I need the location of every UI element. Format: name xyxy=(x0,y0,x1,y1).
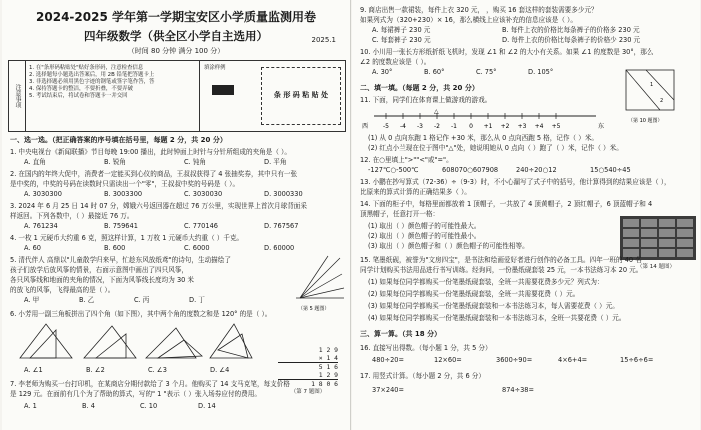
numline-label: -2 xyxy=(434,123,440,130)
question-17: 17. 用竖式计算。（每小题 2 分，共 6 分） xyxy=(360,372,485,380)
question-17-items xyxy=(372,386,602,394)
option: C. 770146 xyxy=(184,222,218,230)
question-3-options xyxy=(24,222,344,230)
compare-item: 240÷20○12 xyxy=(516,166,557,174)
question-3-line-2: 样返回。下列各数中，（ ）最接近 76 万。 xyxy=(10,212,134,220)
question-15-part-4: (4) 如果每位同学都购买一份笔墨纸砚套装和一本书法练习本，全班一共要花费（ ）元。 xyxy=(368,314,626,322)
question-10-line-2: ∠2 的度数应该是（ ）。 xyxy=(360,58,431,66)
question-3-line-1: 3. 2024 年 6 月 25 日 14 时 07 分，嫦娥六号返回器在超过 76 万公里，实现世界上首次月球背面采 xyxy=(10,202,307,210)
option: A. 直角 xyxy=(24,158,46,166)
question-5-options xyxy=(24,296,244,304)
option: A. 761234 xyxy=(24,222,58,230)
triangle-marker: △ xyxy=(434,108,439,115)
question-1: 1. 中央电视台《新闻联播》节目每晚 19:00 播出，此时钟面上时针与分针所组成的夹角是（ ）。 xyxy=(10,148,291,156)
notice-item: 2. 选择题每小题选出答案后，用 2B 铅笔把答题卡上 xyxy=(29,72,155,78)
question-11: 11. 下面，同学们在体育课上做游戏的游戏。 xyxy=(360,96,492,104)
numline-label: +2 xyxy=(500,123,510,130)
question-5-line-4: 的放飞的风筝，飞得最高的是（ ）。 xyxy=(10,286,115,294)
numline-label: +3 xyxy=(517,123,527,130)
question-15-part-1: (1) 如果每位同学都购买一份笔墨纸砚套装，全班一共需要花费多少元？列式为： xyxy=(368,278,604,286)
question-10-options xyxy=(372,68,580,76)
question-15-part-2: (2) 如果每位同学都购买一份笔墨纸砚套装，全班一共需要花费（ ）元。 xyxy=(368,290,580,298)
question-14-line-1: 14. 下面的柜子中，每格里面都放着 1 顶帽子，一共放了 4 顶黄帽子，2 顶红帽子，6 顶蓝帽子和 4 xyxy=(360,200,653,208)
option: B. 60° xyxy=(424,68,445,76)
question-9-option-a: A. 每裙裤子 230 元 xyxy=(372,26,431,34)
question-9-option-d: D. 每件上衣的价格比每条裤子的价格少 230 元 xyxy=(502,36,641,44)
option: D. 3000330 xyxy=(264,190,303,198)
option: A. ∠1 xyxy=(24,366,43,374)
option: C. 75° xyxy=(476,68,497,76)
numline-label: +5 xyxy=(551,123,561,130)
barcode-area xyxy=(261,67,341,125)
option: B. 759641 xyxy=(104,222,138,230)
question-14-line-2: 顶黑帽子，任意打开一格： xyxy=(360,210,440,218)
numline-label: 东 xyxy=(598,123,605,130)
exam-page-right xyxy=(352,0,700,430)
compare-item: -127℃○-500℃ xyxy=(368,166,419,174)
option: A. 1 xyxy=(24,402,37,410)
option: B. 3003300 xyxy=(104,190,143,198)
question-11-part-2: (2) 红点小兰现在位于图中"△"处，她说明她从 0 点向（ ）跑了（ ）米，记作（ ）米。 xyxy=(368,144,623,152)
barcode-label: 条 形 码 粘 贴 处 xyxy=(273,91,329,99)
question-12: 12. 在○里填上">""<"或"="。 xyxy=(360,156,453,164)
numline-label: 0 xyxy=(469,123,473,130)
numline-label: +1 xyxy=(483,123,493,130)
plane-caption: （第 10 题图） xyxy=(628,118,663,124)
option: B. 锐角 xyxy=(104,158,126,166)
notice-box xyxy=(8,60,346,132)
option: D. 767567 xyxy=(264,222,299,230)
option: A. 甲 xyxy=(24,296,40,304)
triangle-diagrams xyxy=(16,320,256,364)
cabinet-caption: （第 14 题图） xyxy=(637,264,675,270)
question-7-options xyxy=(24,402,256,410)
question-13-line-1: 13. 小鹏在抄写算式（72-36）÷（9-3）时，不小心漏写了式子中的括号，他计算得到的结果应该是（ ）， xyxy=(360,178,671,186)
question-2-line-2: 是中奖的，中奖的号码在读数时只需读出一个"零"，王叔叔中奖的号码是（ ）。 xyxy=(10,180,240,188)
numline-label: -5 xyxy=(383,123,389,130)
question-15-line-1: 15. 笔墨纸砚，被誉为"文房四宝"，是书法和绘画爱好者进行创作的必备工具。四年一班的 40 名 xyxy=(360,256,642,264)
numline-label: +4 xyxy=(534,123,544,130)
exam-title: 2024-2025 学年第一学期宝安区小学质量监测用卷 xyxy=(36,10,316,24)
fill-sample-label: 填涂样例 xyxy=(204,65,226,71)
question-7-line-2: 是 129 元。在面前有几个为了帮助的算式，写的" 1 "表示（ ）张入场券应付的费用。 xyxy=(10,390,261,398)
question-4-options xyxy=(24,244,344,252)
mult-row: 1 2 9 xyxy=(278,371,338,380)
question-7-line-1: 7. 李老师为购买一台打印机，在某商店分期付款给了 3 个月。他购买了 14 支马克笔，每支价格 xyxy=(10,380,290,388)
question-2-options xyxy=(24,190,344,198)
exam-meta: （时间 80 分钟 满分 100 分） xyxy=(127,47,225,55)
calc-item: 480÷20= xyxy=(372,356,405,364)
section-2-heading: 二、填一填。（每题 2 分，共 20 分） xyxy=(360,84,479,92)
question-16-items xyxy=(372,356,680,364)
section-1-heading: 一、选一选。（把正确答案的序号填在括号里，每题 2 分，共 20 分） xyxy=(10,136,227,144)
option: B. 600 xyxy=(104,244,126,252)
option: D. 14 xyxy=(198,402,216,410)
cabinet-grid xyxy=(620,216,696,260)
multiplication-figure xyxy=(278,346,338,396)
option: C. 10 xyxy=(140,402,158,410)
notice-item: 5. 考试结束后，将试卷和答题卡一并交回 xyxy=(29,93,128,99)
question-5-line-2: 孩子们放学后放风筝的情景，右面示意图中画出了四只风筝， xyxy=(10,266,189,274)
option: D. ∠4 xyxy=(210,366,230,374)
question-1-options xyxy=(24,158,344,166)
numline-label: 西 xyxy=(362,123,369,130)
option: A. 3030300 xyxy=(24,190,62,198)
compare-item: 608070○607908 xyxy=(442,166,499,174)
calc-item: 12×60= xyxy=(434,356,462,364)
question-14-part-3: (3) 取出（ ）颜色帽子和（ ）颜色帽子的可能性相等。 xyxy=(368,242,529,250)
question-2-line-1: 2. 在国内的年终大促中，消费者一定能买到心仪的商品，王叔叔获得了 4 张抽奖券，其中只有一张 xyxy=(10,170,298,178)
question-10-line-1: 10. 小川用一张长方形纸折纸飞机时，发现 ∠1 和 ∠2 的大小有关系。如果 ∠1 的度数是 30°，那么 xyxy=(360,48,654,56)
calc-item: 4×6+4= xyxy=(558,356,588,364)
option: D. 105° xyxy=(528,68,554,76)
question-4: 4. 一枚 1 元硬币大约重 6 克，照这样计算，1 万枚 1 元硬币大约重（ ）千克。 xyxy=(10,234,244,242)
option: C. ∠3 xyxy=(148,366,167,374)
question-5-line-3: 各只风筝线和地面的夹角的情况，下面为风筝线长度均为 30 米 xyxy=(10,276,195,284)
option: C. 6000 xyxy=(184,244,210,252)
paper-plane-diagram xyxy=(620,66,686,126)
question-13-line-2: 比原来的算式计算的正确结果多（ ）。 xyxy=(360,188,471,196)
mult-row: × 1 4 xyxy=(278,354,338,363)
calc-item: 874÷38= xyxy=(502,386,535,394)
option: B. 乙 xyxy=(79,296,95,304)
exam-date: 2025.1 xyxy=(311,36,336,44)
kite-caption: （第 5 题图） xyxy=(298,306,330,312)
calc-item: 37×240= xyxy=(372,386,405,394)
option: D. 平角 xyxy=(264,158,287,166)
notice-item: 3. 非选择题必须用黑色字迹的钢笔或签字笔作答，答 xyxy=(29,79,155,85)
number-line xyxy=(360,106,610,132)
option: C. 丙 xyxy=(134,296,150,304)
option: B. ∠2 xyxy=(86,366,105,374)
option: C. 钝角 xyxy=(184,158,206,166)
calc-item: 15÷6÷6= xyxy=(620,356,654,364)
question-14-part-1: (1) 取出（ ）颜色帽子的可能性最大。 xyxy=(368,222,481,230)
question-14-part-2: (2) 取出（ ）颜色帽子的可能性最小。 xyxy=(368,232,481,240)
option: B. 4 xyxy=(82,402,95,410)
section-3-heading: 三、算一算。（共 18 分） xyxy=(360,330,442,338)
svg-text:1: 1 xyxy=(650,82,654,88)
exam-page-left xyxy=(2,0,350,430)
mult-caption: （第 7 题图） xyxy=(290,389,326,395)
question-11-part-1: (1) 从 0 点向东跑 1 格记作 +30 米，那么从 0 点向西跑 5 格，记作（ ）米。 xyxy=(368,134,599,142)
numline-label: -4 xyxy=(400,123,406,130)
mult-row: 5 1 6 xyxy=(318,363,338,371)
question-9-option-b: B. 每件上衣的价格比每条裤子的价格多 230 元 xyxy=(502,26,640,34)
mult-row: 1 8 0 6 xyxy=(311,380,338,388)
compare-item: 15○540÷45 xyxy=(590,166,631,174)
question-15-line-2: 同学计划购买书法用品进行书写训练。经询问，一份墨纸砚套装 25 元，一本书法练习本 20 元。 xyxy=(360,266,643,274)
question-9-line-2: 如果列式为（320+230）× 16，那么横线上应该补充的信息应该是（ ）。 xyxy=(360,16,577,24)
exam-subtitle: 四年级数学（供全区小学自主选用） xyxy=(84,29,268,43)
option: D. 60000 xyxy=(264,244,295,252)
calc-item: 3600÷90= xyxy=(496,356,533,364)
question-6: 6. 小芳用一副三角板拼出了四个角（如下图），其中两个角的度数之和是 120° 的是（ ）。 xyxy=(10,310,272,318)
question-5-line-1: 5. 清代伴人 高鼎以"儿童散学归来早，忙趁东风放纸鸢"的诗句，生动描绘了 xyxy=(10,256,231,264)
fill-sample xyxy=(199,61,250,131)
numline-label: -3 xyxy=(417,123,423,130)
mult-row: 1 2 9 xyxy=(318,346,338,354)
fill-sample-mark xyxy=(212,85,234,95)
option: C. 3030030 xyxy=(184,190,223,198)
notice-item: 1. 在"条形码粘贴处"贴好条形码，注意检查信息 xyxy=(29,65,144,71)
question-9-line-1: 9. 商店出售一款裙装，每件上衣 320 元， ，购买 16 套这样的套装需要多少元？ xyxy=(360,6,598,14)
question-9-option-c: C. 每套裤子 230 元 xyxy=(372,36,431,44)
svg-text:2: 2 xyxy=(660,98,664,104)
question-15-part-3: (3) 如果每位同学都购买一份笔墨纸砚套装和一本书法练习本，每人需要花费（ ）元。 xyxy=(368,302,619,310)
question-12-items xyxy=(368,166,650,174)
option: A. 30° xyxy=(372,68,393,76)
option: A. 60 xyxy=(24,244,41,252)
numline-label: -1 xyxy=(451,123,457,130)
notice-label: 注意事项 xyxy=(9,61,26,131)
question-6-options xyxy=(24,366,272,374)
kite-diagram xyxy=(292,252,346,314)
option: D. 丁 xyxy=(189,296,205,304)
question-16: 16. 直接写出得数。（每小题 1 分，共 5 分） xyxy=(360,344,492,352)
notice-item: 4. 保持答题卡的整洁，不要折叠，不要弄破 xyxy=(29,86,133,92)
